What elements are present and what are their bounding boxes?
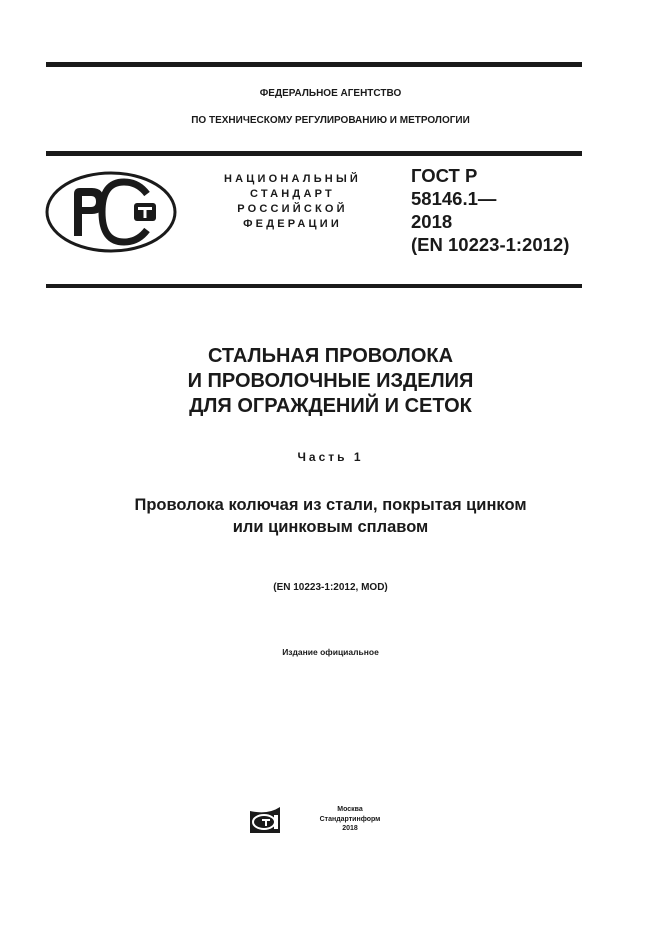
designation-line-2: 58146.1— xyxy=(411,188,497,209)
standartinform-logo-icon xyxy=(248,805,284,835)
document-title xyxy=(0,344,661,419)
subtitle-line-2: или цинковым сплавом xyxy=(232,518,429,536)
national-line-1: НАЦИОНАЛЬНЫЙ xyxy=(223,173,362,185)
standard-designation xyxy=(411,164,569,256)
national-line-4: ФЕДЕРАЦИИ xyxy=(243,218,342,230)
publisher-city: Москва xyxy=(337,806,363,813)
national-line-3: РОССИЙСКОЙ xyxy=(237,203,348,215)
agency-line-1: ФЕДЕРАЛЬНОЕ АГЕНТСТВО xyxy=(259,88,402,99)
publisher-info xyxy=(305,805,395,834)
subtitle-line-1: Проволока колючая из стали, покрытая цинком xyxy=(134,496,527,514)
part-label: Часть 1 xyxy=(297,450,364,464)
national-standard-label xyxy=(195,172,390,232)
national-line-2: СТАНДАРТ xyxy=(250,188,335,200)
rst-logo-icon xyxy=(44,170,178,254)
top-rule xyxy=(46,62,582,67)
designation-line-1: ГОСТ Р xyxy=(411,165,478,186)
title-line-2: И ПРОВОЛОЧНЫЕ ИЗДЕЛИЯ xyxy=(187,370,474,392)
header-rule xyxy=(46,151,582,156)
document-subtitle xyxy=(0,494,661,538)
block-rule xyxy=(46,284,582,288)
designation-line-3: 2018 xyxy=(411,211,453,232)
title-line-1: СТАЛЬНАЯ ПРОВОЛОКА xyxy=(207,345,454,367)
reference-standard: (EN 10223-1:2012, MOD) xyxy=(273,582,388,593)
publisher-name: Стандартинформ xyxy=(319,815,381,823)
title-line-3: ДЛЯ ОГРАЖДЕНИЙ И СЕТОК xyxy=(189,395,472,417)
designation-line-4: (EN 10223-1:2012) xyxy=(411,234,570,255)
edition-label: Издание официальное xyxy=(282,647,379,657)
agency-line-2: ПО ТЕХНИЧЕСКОМУ РЕГУЛИРОВАНИЮ И МЕТРОЛОГИИ xyxy=(191,115,470,126)
publisher-year: 2018 xyxy=(342,825,358,832)
